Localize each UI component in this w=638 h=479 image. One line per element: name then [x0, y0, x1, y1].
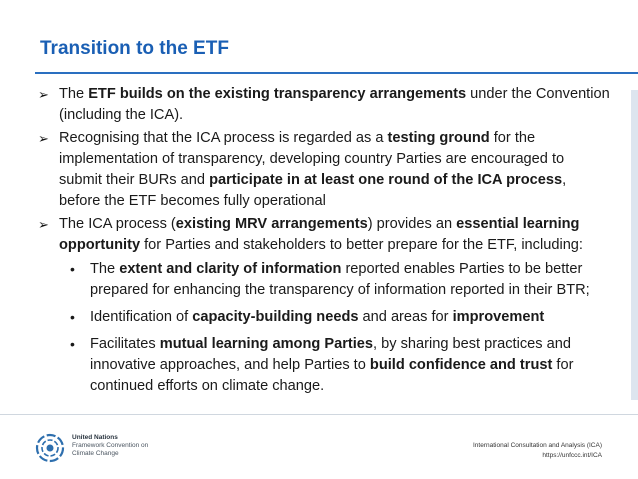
bold-text: improvement	[452, 309, 545, 325]
bold-text: participate in at least one round of the ICA process	[209, 172, 563, 188]
footer-url[interactable]: https://unfccc.int/ICA	[542, 452, 602, 459]
sub-bullet-item	[38, 334, 610, 397]
arrow-bullet-icon: ➢	[38, 217, 49, 232]
bold-text: testing ground	[387, 130, 490, 146]
dot-bullet-icon: •	[70, 309, 75, 325]
text-run: , before the ETF becomes fully operational	[59, 172, 567, 209]
bullet-list	[38, 84, 610, 403]
footer-right	[473, 441, 602, 461]
text-run: under the Convention (including the ICA).	[59, 86, 610, 123]
arrow-bullet-icon: ➢	[38, 87, 49, 102]
bullet-text	[59, 84, 610, 126]
bold-text: essential learning opportunity	[59, 216, 580, 253]
logo-org: United Nations	[72, 434, 118, 441]
bullet-item	[38, 84, 610, 126]
text-run: reported enables Parties to be better prepared for enhancing the transparency of information reported in their BTR;	[90, 261, 590, 298]
text-run: Facilitates	[90, 336, 160, 352]
sub-bullet-text	[90, 307, 610, 328]
sub-bullet-text	[90, 334, 610, 397]
arrow-bullet-icon: ➢	[38, 131, 49, 146]
sub-bullet-text	[90, 259, 610, 301]
bullet-text	[59, 128, 610, 212]
text-run: , by sharing best practices and innovative approaches, and help Parties to	[90, 336, 571, 373]
logo-line1: Framework Convention on	[72, 442, 149, 449]
bold-text: ETF builds on the existing transparency arrangements	[88, 86, 467, 102]
text-run: Identification of	[90, 309, 193, 325]
text-run: ) provides an	[367, 216, 457, 232]
bullet-item	[38, 128, 610, 212]
unfccc-logo-icon	[35, 433, 65, 463]
title-divider	[35, 72, 638, 74]
text-run: for Parties and stakeholders to better prepare for the ETF, including:	[140, 237, 583, 253]
bullet-text	[59, 214, 610, 256]
bold-text: extent and clarity of information	[119, 261, 342, 277]
logo-text	[72, 434, 148, 458]
text-run: for continued efforts on climate change.	[90, 357, 574, 394]
sub-bullet-item	[38, 307, 610, 328]
bold-text: mutual learning among Parties	[159, 336, 374, 352]
sub-bullet-item	[38, 259, 610, 301]
text-run: The	[90, 261, 120, 277]
footer-ica-label: International Consultation and Analysis (ICA)	[473, 442, 602, 449]
bold-text: existing MRV arrangements	[175, 216, 368, 232]
logo-line2: Climate Change	[72, 450, 119, 457]
text-run: and areas for	[358, 309, 453, 325]
bold-text: build confidence and trust	[369, 357, 553, 373]
text-run: for the implementation of transparency, developing country Parties are encouraged to submit their BURs and	[59, 130, 565, 188]
dot-bullet-icon: •	[70, 261, 75, 277]
page-title: Transition to the ETF	[40, 38, 229, 59]
bold-text: capacity-building needs	[192, 309, 359, 325]
bullet-item	[38, 214, 610, 256]
footer-divider	[0, 414, 638, 415]
text-run: The ICA process (	[59, 216, 176, 232]
dot-bullet-icon: •	[70, 336, 75, 352]
side-accent-bar	[631, 90, 638, 400]
text-run: Recognising that the ICA process is regarded as a	[59, 130, 388, 146]
text-run: The	[59, 86, 89, 102]
